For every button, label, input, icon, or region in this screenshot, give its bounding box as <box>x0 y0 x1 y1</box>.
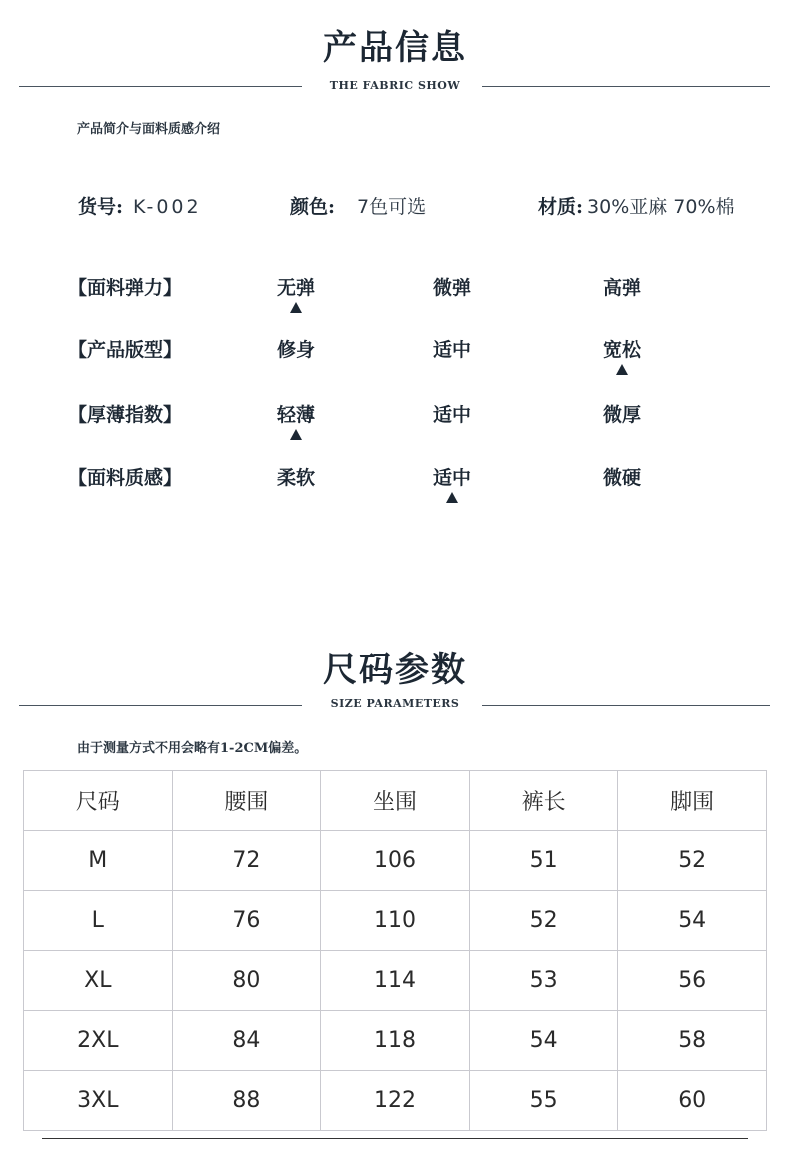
attribute-option: 适中 <box>432 467 471 489</box>
triangle-up-icon <box>446 492 458 503</box>
table-cell: 2XL <box>24 1011 173 1071</box>
table-cell: 114 <box>321 951 470 1011</box>
table-cell: 56 <box>618 951 767 1011</box>
table-cell: 60 <box>618 1071 767 1131</box>
table-cell: 110 <box>321 891 470 951</box>
size-params-subtitle: SIZE PARAMETERS <box>330 697 460 710</box>
table-row <box>24 831 767 891</box>
size-table <box>23 770 767 1131</box>
table-row <box>24 1011 767 1071</box>
attribute-label: 【厚薄指数】 <box>68 404 183 426</box>
material-label: 材质: <box>538 196 584 218</box>
triangle-up-icon <box>290 302 302 313</box>
attribute-option: 微弹 <box>432 277 471 299</box>
attribute-label: 【面料质感】 <box>68 467 183 489</box>
attribute-option: 高弹 <box>602 277 641 299</box>
table-cell: XL <box>24 951 173 1011</box>
table-header-cell: 尺码 <box>24 771 173 831</box>
attribute-option: 微硬 <box>602 467 641 489</box>
measurement-note: 由于测量方式不用会略有1-2CM偏差。 <box>77 741 308 756</box>
product-info-title: 产品信息 <box>323 28 467 68</box>
title-rule-right <box>482 86 770 87</box>
triangle-up-icon <box>616 364 628 375</box>
table-cell: 53 <box>469 951 618 1011</box>
size-table-header <box>24 771 767 831</box>
product-info-subtitle: THE FABRIC SHOW <box>329 79 461 92</box>
attribute-option: 柔软 <box>276 467 315 489</box>
item-number <box>78 192 202 219</box>
attribute-option: 无弹 <box>276 277 315 299</box>
table-cell: 51 <box>469 831 618 891</box>
size-params-title: 尺码参数 <box>323 650 467 690</box>
size-rule-right <box>482 705 770 706</box>
table-cell: 80 <box>172 951 321 1011</box>
attribute-option: 修身 <box>276 339 315 361</box>
material-value: 30%亚麻 70%棉 <box>587 196 735 218</box>
table-row <box>24 1071 767 1131</box>
product-intro: 产品简介与面料质感介绍 <box>77 122 221 137</box>
attribute-label: 【面料弹力】 <box>68 277 183 299</box>
item-number-label: 货号: <box>78 196 124 218</box>
table-header-cell: 腰围 <box>172 771 321 831</box>
table-cell: 52 <box>618 831 767 891</box>
attribute-option: 微厚 <box>602 404 641 426</box>
table-cell: 54 <box>469 1011 618 1071</box>
table-cell: 52 <box>469 891 618 951</box>
attribute-label: 【产品版型】 <box>68 339 183 361</box>
item-number-value: K-002 <box>133 196 202 218</box>
table-cell: 3XL <box>24 1071 173 1131</box>
table-cell: 76 <box>172 891 321 951</box>
table-cell: 55 <box>469 1071 618 1131</box>
table-header-cell: 裤长 <box>469 771 618 831</box>
table-row <box>24 951 767 1011</box>
color-label: 颜色: <box>290 196 336 218</box>
table-cell: 106 <box>321 831 470 891</box>
table-row <box>24 891 767 951</box>
material-spec <box>538 192 735 219</box>
triangle-up-icon <box>290 429 302 440</box>
table-cell: 58 <box>618 1011 767 1071</box>
table-cell: 122 <box>321 1071 470 1131</box>
table-header-cell: 脚围 <box>618 771 767 831</box>
table-cell: L <box>24 891 173 951</box>
attribute-option: 轻薄 <box>276 404 315 426</box>
color-value: 7色可选 <box>357 196 427 218</box>
table-cell: M <box>24 831 173 891</box>
table-header-cell: 坐围 <box>321 771 470 831</box>
table-cell: 54 <box>618 891 767 951</box>
attribute-option: 宽松 <box>602 339 641 361</box>
table-cell: 118 <box>321 1011 470 1071</box>
attribute-option: 适中 <box>432 404 471 426</box>
attribute-option: 适中 <box>432 339 471 361</box>
table-cell: 72 <box>172 831 321 891</box>
table-cell: 88 <box>172 1071 321 1131</box>
table-cell: 84 <box>172 1011 321 1071</box>
color-spec <box>290 192 426 219</box>
bottom-rule <box>42 1138 748 1139</box>
